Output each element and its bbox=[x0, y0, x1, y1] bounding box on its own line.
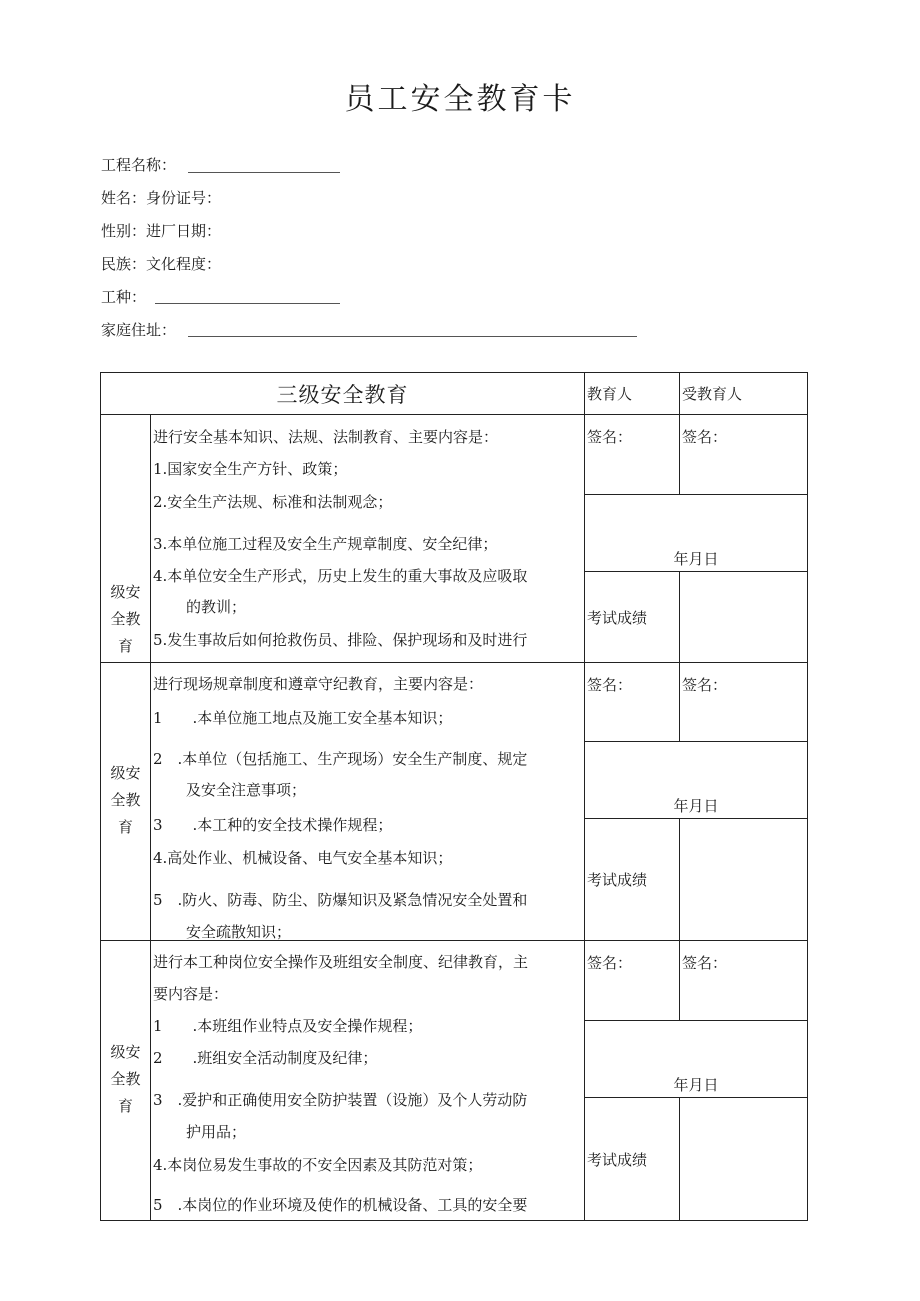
content-line: 4.高处作业、机械设备、电气安全基本知识； bbox=[153, 849, 453, 867]
header-educatee: 受教育人 bbox=[680, 373, 808, 415]
level-3-label: 级安 全教 育 bbox=[101, 941, 151, 1221]
content-line: 进行本工种岗位安全操作及班组安全制度、纪律教育，主 bbox=[153, 953, 529, 971]
content-line: 5.发生事故后如何抢救伤员、排险、保护现场和及时进行 bbox=[153, 631, 528, 649]
score-label: 考试成绩 bbox=[585, 1098, 680, 1221]
education-table bbox=[100, 372, 808, 1221]
project-name-label: 工程名称： bbox=[101, 156, 177, 174]
score-value-cell[interactable] bbox=[680, 1098, 808, 1221]
educatee-signature-cell[interactable]: 签名： bbox=[680, 415, 808, 495]
content-line: 5 .防火、防毒、防尘、防爆知识及紧急情况安全处置和 bbox=[153, 891, 528, 909]
educatee-signature-cell[interactable]: 签名： bbox=[680, 941, 808, 1021]
content-line: 要内容是： bbox=[153, 985, 229, 1003]
header-three-level-education: 三级安全教育 bbox=[101, 373, 585, 415]
page-title: 员工安全教育卡 bbox=[344, 82, 576, 117]
table-row bbox=[101, 415, 808, 495]
date-cell[interactable]: 年月日 bbox=[585, 1021, 808, 1098]
date-cell[interactable]: 年月日 bbox=[585, 495, 808, 572]
trade-label: 工种： bbox=[101, 288, 147, 306]
content-line: 4.本单位安全生产形式，历史上发生的重大事故及应吸取 bbox=[153, 567, 528, 585]
ethnic-education-label: 民族：文化程度： bbox=[101, 255, 222, 273]
content-line: 1.国家安全生产方针、政策； bbox=[153, 460, 348, 478]
educatee-signature-cell[interactable]: 签名： bbox=[680, 663, 808, 742]
content-line: 及安全注意事项； bbox=[186, 781, 307, 799]
trade-underline bbox=[155, 303, 340, 304]
level-2-content bbox=[151, 663, 585, 941]
educator-signature-cell[interactable]: 签名： bbox=[585, 663, 680, 742]
table-header-row bbox=[101, 373, 808, 415]
content-line: 5 .本岗位的作业环境及使作的机械设备、工具的安全要 bbox=[153, 1196, 528, 1214]
content-line: 3.本单位施工过程及安全生产规章制度、安全纪律； bbox=[153, 535, 498, 553]
content-line: 3 .爱护和正确使用安全防护装置（设施）及个人劳动防 bbox=[153, 1091, 528, 1109]
project-name-underline bbox=[188, 172, 340, 173]
content-line: 2.安全生产法规、标准和法制观念； bbox=[153, 493, 393, 511]
address-underline bbox=[188, 336, 637, 337]
header-educator: 教育人 bbox=[585, 373, 680, 415]
level-3-content bbox=[151, 941, 585, 1221]
table-row bbox=[101, 663, 808, 742]
educator-signature-cell[interactable]: 签名： bbox=[585, 415, 680, 495]
educator-signature-cell[interactable]: 签名： bbox=[585, 941, 680, 1021]
name-id-label: 姓名：身份证号： bbox=[101, 189, 222, 207]
content-line: 进行安全基本知识、法规、法制教育、主要内容是： bbox=[153, 428, 499, 446]
level-1-label: 级安 全教 育 bbox=[101, 415, 151, 663]
date-cell[interactable]: 年月日 bbox=[585, 742, 808, 819]
content-line: 护用品； bbox=[186, 1123, 247, 1141]
content-line: 2 .班组安全活动制度及纪律； bbox=[153, 1049, 378, 1067]
score-label: 考试成绩 bbox=[585, 819, 680, 941]
content-line: 的教训； bbox=[186, 598, 247, 616]
level-2-label: 级安 全教 育 bbox=[101, 663, 151, 941]
content-line: 3 .本工种的安全技术操作规程； bbox=[153, 816, 393, 834]
content-line: 进行现场规章制度和遵章守纪教育，主要内容是： bbox=[153, 675, 484, 693]
level-1-content bbox=[151, 415, 585, 663]
content-line: 4.本岗位易发生事故的不安全因素及其防范对策； bbox=[153, 1156, 483, 1174]
content-line: 2 .本单位（包括施工、生产现场）安全生产制度、规定 bbox=[153, 750, 528, 768]
content-line: 1 .本单位施工地点及施工安全基本知识； bbox=[153, 709, 453, 727]
score-label: 考试成绩 bbox=[585, 572, 680, 663]
address-label: 家庭住址： bbox=[101, 321, 177, 339]
table-row bbox=[101, 941, 808, 1021]
score-value-cell[interactable] bbox=[680, 819, 808, 941]
gender-date-label: 性别：进厂日期： bbox=[101, 222, 222, 240]
content-line: 1 .本班组作业特点及安全操作规程； bbox=[153, 1017, 423, 1035]
score-value-cell[interactable] bbox=[680, 572, 808, 663]
content-line: 安全疏散知识； bbox=[186, 923, 292, 941]
